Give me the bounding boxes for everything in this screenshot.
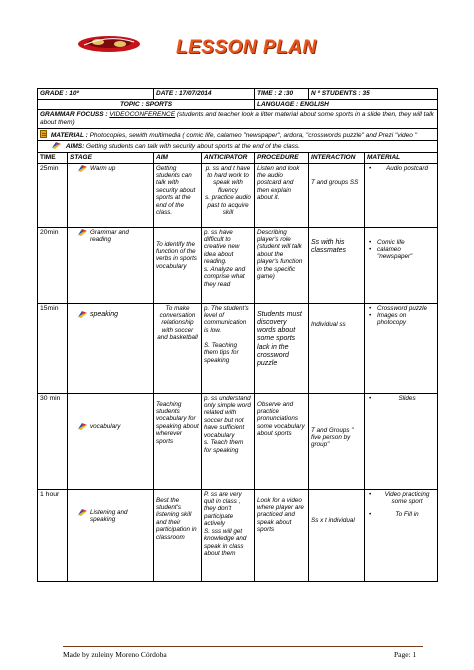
aim-cell: Best the student's listening skill and their participation in classroom (154, 489, 202, 581)
table-row (38, 393, 438, 489)
interaction-cell: Ss with his classmates (309, 227, 365, 303)
target-arrow-icon (78, 229, 87, 236)
table-row (38, 163, 438, 227)
col-material: MATERIAL (365, 152, 438, 163)
aims-label: AIMS: (65, 143, 85, 151)
material-cell (365, 393, 438, 489)
grade-cell: GRADE : 10º (38, 89, 154, 100)
aims-cell (38, 141, 438, 153)
aim-cell: To identify the function of the verbs in sports vocabulary (154, 227, 202, 303)
info-row-1 (38, 89, 438, 100)
footer-divider (63, 646, 423, 647)
procedure-cell: Look for a video where player are practiced and speak about sports (255, 489, 309, 581)
date-cell: DATE : 17/07/2014 (154, 89, 255, 100)
topic-cell: TOPIC : SPORTS (38, 99, 255, 110)
target-arrow-icon (78, 423, 87, 430)
time-cell: 25min (38, 163, 68, 227)
aim-cell: To make conversation relationship with soccer and basketball (154, 303, 202, 393)
aim-cell: Teaching students vocabulary for speaking about wherever sports (154, 393, 202, 489)
material-cell (365, 303, 438, 393)
material-label: MATERIAL : (50, 131, 88, 139)
stage-cell: vocabulary (68, 393, 154, 489)
table-row (38, 489, 438, 581)
material-cell (365, 163, 438, 227)
document-icon (40, 130, 47, 138)
grammar-cell (38, 110, 438, 128)
procedure-cell: Listen and look the audio postcard and then explain about it. (255, 163, 309, 227)
list-item: • Crossword puzzle (367, 305, 435, 312)
anticipator-cell: P. ss are very quit in class , they don't participate actively S. sss will get knowledge and speak in class about them (202, 489, 255, 581)
info-row-aims (38, 141, 438, 153)
page-title: LESSON PLAN (176, 37, 317, 58)
grammar-text: (students and teacher look a litter material about some sports in a slide then, they will talk about them) (40, 111, 434, 126)
table-row (38, 227, 438, 303)
anticipator-cell: p. ss understand only simple word related with soccer but not have sufficient vocabulary s. Teach them for speaking (202, 393, 255, 489)
list-item: • Comic life (367, 239, 435, 246)
time-cell: 1 hour (38, 489, 68, 581)
aim-cell: Getting students can talk with security about sports at the end of the class. (154, 163, 202, 227)
students-cell: N º STUDENTS : 35 (309, 89, 438, 100)
target-arrow-icon (52, 142, 61, 149)
footer-author: Made by zuleiny Moreno Córdoba (63, 650, 167, 659)
stage-cell: Grammar and reading (68, 227, 154, 303)
col-time: TIME (38, 152, 68, 163)
aims-text: Getting students can talk with security about sports at the end of the class. (84, 143, 300, 151)
list-item: • To Fill in (367, 511, 435, 518)
time-cell: 30 min (38, 393, 68, 489)
anticipator-cell: p. ss have difficult to creative new idea about reading. s. Analyze and comprise what they read (202, 227, 255, 303)
anticipator-cell: p. The student's level of communication is low. S. Teaching them tips for speaking (202, 303, 255, 393)
col-aim: AIM (154, 152, 202, 163)
stage-cell: speaking (68, 303, 154, 393)
procedure-cell: Students must discovery words about some sports lack in the crossword puzzle (255, 303, 309, 393)
list-item: • Slides (367, 395, 435, 402)
list-item: • Audio postcard (367, 165, 435, 172)
grammar-label: GRAMMAR FOCUSS : (40, 111, 108, 119)
target-arrow-icon (78, 509, 87, 516)
info-row-2 (38, 99, 438, 110)
interaction-cell: T and Groups " five person by group" (309, 393, 365, 489)
material-cell (365, 489, 438, 581)
time-cell: 20min (38, 227, 68, 303)
procedure-cell: Observe and practice pronunciations some vocabulary about sports (255, 393, 309, 489)
target-arrow-icon (78, 165, 87, 172)
anticipator-cell: p. ss and t have to hard work to speak with fluency s. practice audio past to acquire skill (202, 163, 255, 227)
info-row-material (38, 128, 438, 141)
logo-icon (76, 32, 142, 54)
target-arrow-icon (78, 311, 87, 318)
material-cell (38, 128, 438, 141)
grammar-link[interactable]: VIDEOCONFERENCE (109, 111, 176, 119)
procedure-cell: Describing player's role (student will talk about the player's function in the specific game) (255, 227, 309, 303)
stage-cell: Listening and speaking (68, 489, 154, 581)
language-cell: LANGUAGE : ENGLISH (255, 99, 438, 110)
interaction-cell: Individual ss (309, 303, 365, 393)
list-item: • Images on photocopy (367, 312, 435, 327)
time-cell: 15min (38, 303, 68, 393)
col-interaction: INTERACTION (309, 152, 365, 163)
lesson-plan-table (37, 88, 438, 582)
column-header-row (38, 152, 438, 163)
stage-cell: Warm up (68, 163, 154, 227)
col-stage: STAGE (68, 152, 154, 163)
col-procedure: PROCEDURE (255, 152, 309, 163)
col-anticipator: ANTICIPATOR (202, 152, 255, 163)
interaction-cell: Ss x t individual (309, 489, 365, 581)
info-row-grammar (38, 110, 438, 128)
material-cell (365, 227, 438, 303)
list-item: • Video practicing some sport (367, 491, 435, 506)
time-cell: TIME : 2 :30 (255, 89, 309, 100)
material-text: Photocopies, sewith multimedia ( comic life, calameo "newspaper", ardora, "crosswords puzzle" and Prezi "video " (87, 131, 418, 139)
interaction-cell: T and groups SS (309, 163, 365, 227)
table-row (38, 303, 438, 393)
list-item: • calameo "newspaper" (367, 246, 435, 261)
footer-page-number: Page: 1 (394, 650, 417, 659)
